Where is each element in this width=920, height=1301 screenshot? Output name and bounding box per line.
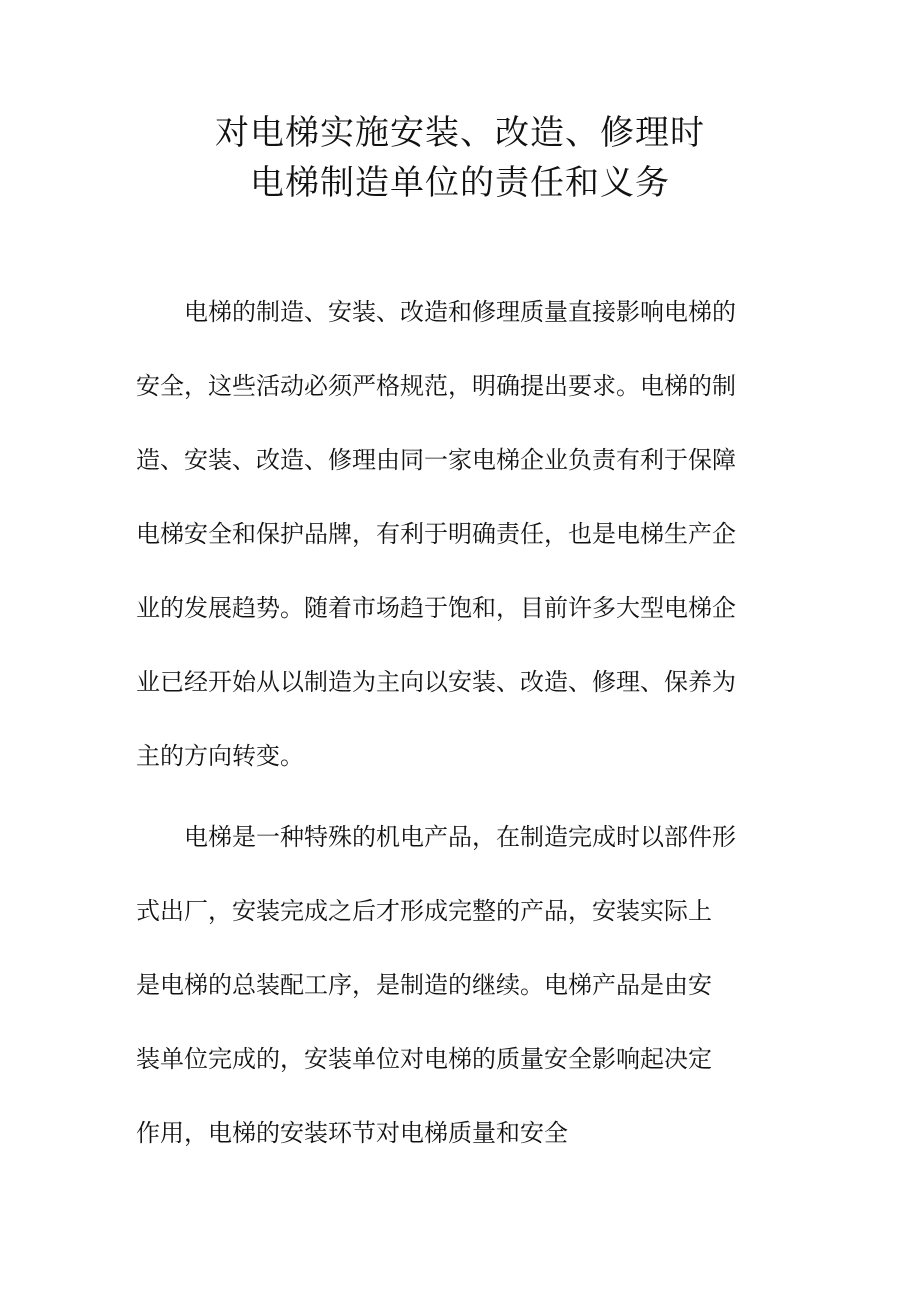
paragraph-line: 是电梯的总装配工序，是制造的继续。电梯产品是由安: [136, 971, 712, 999]
paragraph-line: 电梯的制造、安装、改造和修理质量直接影响电梯的: [184, 298, 736, 326]
paragraph-line: 装单位完成的，安装单位对电梯的质量安全影响起决定: [136, 1045, 712, 1073]
paragraph-line: 造、安装、改造、修理由同一家电梯企业负责有利于保障: [136, 446, 736, 474]
paragraph-line: 主的方向转变。: [136, 742, 304, 770]
title-line-2: 电梯制造单位的责任和义务: [250, 163, 670, 203]
paragraph-line: 电梯安全和保护品牌，有利于明确责任，也是电梯生产企: [136, 520, 736, 548]
paragraph-1: [136, 275, 796, 793]
paragraph-line: 电梯是一种特殊的机电产品，在制造完成时以部件形: [184, 823, 736, 851]
document-title: [0, 108, 920, 208]
paragraph-line: 业已经开始从以制造为主向以安装、改造、修理、保养为: [136, 668, 736, 696]
paragraph-2: [136, 800, 796, 1170]
paragraph-line: 业的发展趋势。随着市场趋于饱和，目前许多大型电梯企: [136, 594, 736, 622]
paragraph-line: 式出厂，安装完成之后才形成完整的产品，安装实际上: [136, 897, 712, 925]
paragraph-line: 安全，这些活动必须严格规范，明确提出要求。电梯的制: [136, 372, 736, 400]
paragraph-line: 作用，电梯的安装环节对电梯质量和安全: [136, 1119, 568, 1147]
title-line-1: 对电梯实施安装、改造、修理时: [215, 113, 705, 153]
